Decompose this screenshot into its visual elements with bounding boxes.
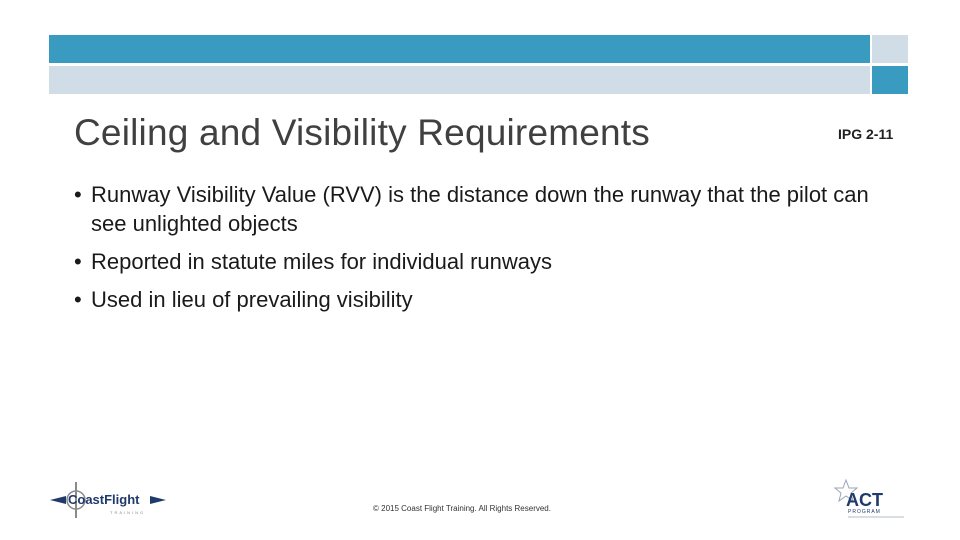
- copyright-text: © 2015 Coast Flight Training. All Rights Reserved.: [373, 504, 551, 513]
- bullet-text: Used in lieu of prevailing visibility: [91, 287, 413, 312]
- bullet-mark: •: [74, 182, 82, 207]
- bullet-item: [74, 285, 874, 314]
- bullet-mark: •: [74, 249, 82, 274]
- svg-text:ACT: ACT: [846, 490, 883, 510]
- header-bar-bottom: [49, 66, 870, 94]
- svg-text:PROGRAM: PROGRAM: [848, 509, 881, 515]
- header-bar-top: [49, 35, 870, 63]
- bullet-mark: •: [74, 287, 82, 312]
- bullet-list: [74, 180, 874, 323]
- reference-label: IPG 2-11: [838, 126, 894, 142]
- bullet-text: Reported in statute miles for individual runways: [91, 249, 553, 274]
- header-bar-top-right: [872, 35, 908, 63]
- slide-title: Ceiling and Visibility Requirements: [74, 112, 650, 153]
- bullet-item: [74, 247, 874, 276]
- svg-text:TRAINING: TRAINING: [110, 510, 146, 515]
- coastflight-logo: [48, 478, 168, 520]
- act-program-logo: [832, 478, 912, 522]
- bullet-item: [74, 180, 874, 238]
- bullet-text: Runway Visibility Value (RVV) is the distance down the runway that the pilot can see unlighted objects: [91, 182, 869, 236]
- svg-text:CoastFlight: CoastFlight: [68, 492, 140, 507]
- header-bar-bottom-right: [872, 66, 908, 94]
